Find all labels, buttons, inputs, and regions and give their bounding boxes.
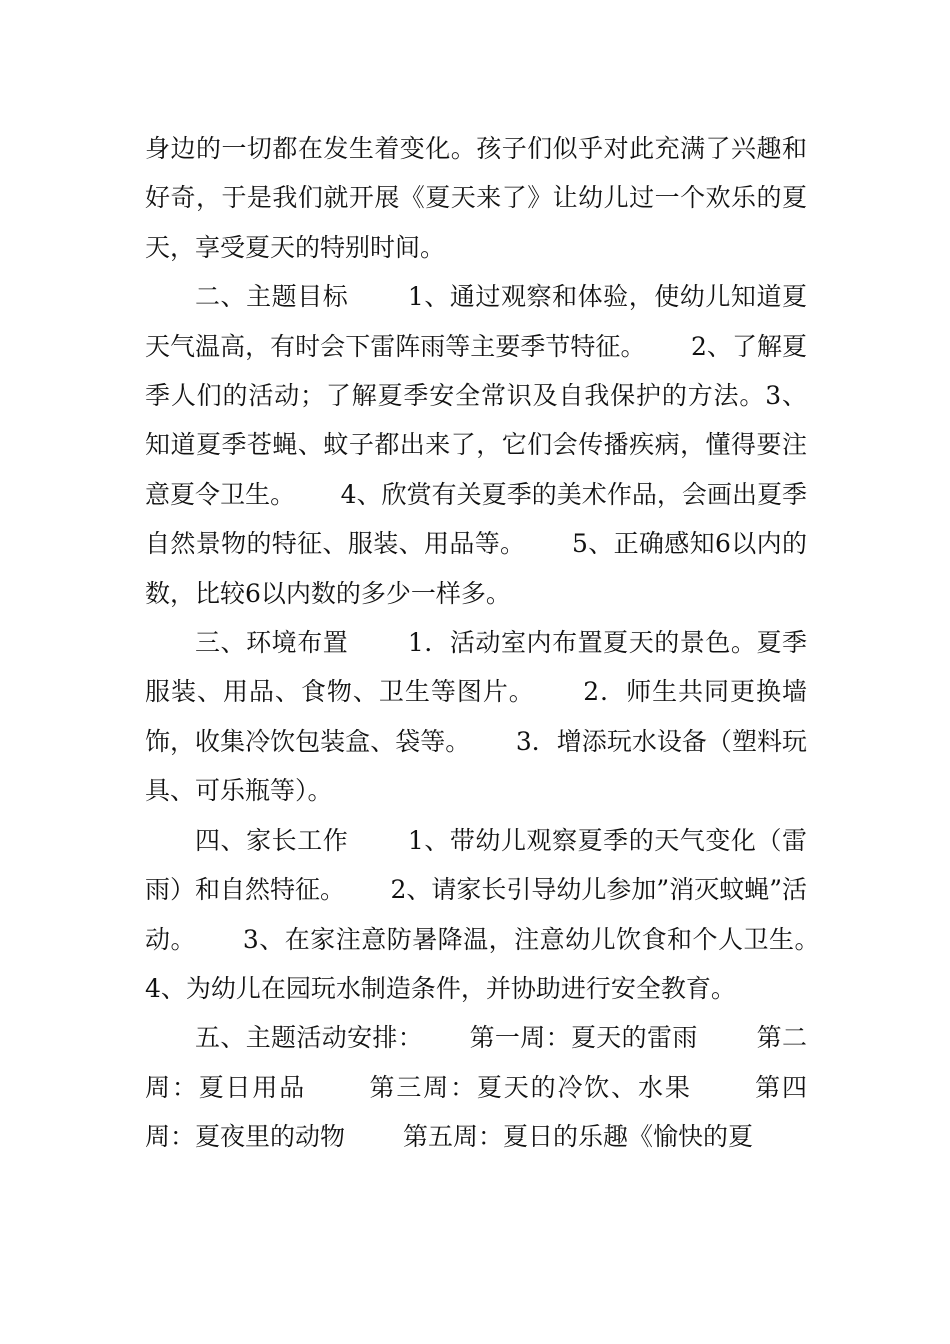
paragraph-activity-schedule: 五、主题活动安排： 第一周：夏天的雷雨 第二周：夏日用品 第三周：夏天的冷饮、水果 第四周：夏夜里的动物 第五周：夏日的乐趣《愉快的夏 [145, 1023, 807, 1152]
paragraph-intro-continuation: 身边的一切都在发生着变化。孩子们似乎对此充满了兴趣和好奇，于是我们就开展《夏天来了》让幼儿过一个欢乐的夏天，享受夏天的特别时间。 [145, 134, 807, 262]
paragraph-environment-setup: 三、环境布置 1．活动室内布置夏天的景色。夏季服装、用品、食物、卫生等图片。 2．师生共同更换墙饰，收集冷饮包装盒、袋等。 3．增添玩水设备（塑料玩具、可乐瓶等）。 [145, 628, 807, 806]
paragraph-theme-goals: 二、主题目标 1、通过观察和体验，使幼儿知道夏天气温高，有时会下雷阵雨等主要季节特征。 2、了解夏季人们的活动；了解夏季安全常识及自我保护的方法。3、知道夏季苍蝇、蚊子都出来了，它们会传播疾病，懂得要注意夏令卫生。 4、欣赏有关夏季的美术作品，会画出夏季自然景物的特征、服装、用品等。 5、正确感知6以内的数，比较6以内数的多少一样多。 [145, 282, 807, 608]
paragraph-parent-work: 四、家长工作 1、带幼儿观察夏季的天气变化（雷雨）和自然特征。 2、请家长引导幼儿参加”消灭蚊蝇”活动。 3、在家注意防暑降温，注意幼儿饮食和个人卫生。 4、为幼儿在园玩水制造条件，并协助进行安全教育。 [145, 825, 865, 1003]
document-body [145, 124, 865, 1162]
